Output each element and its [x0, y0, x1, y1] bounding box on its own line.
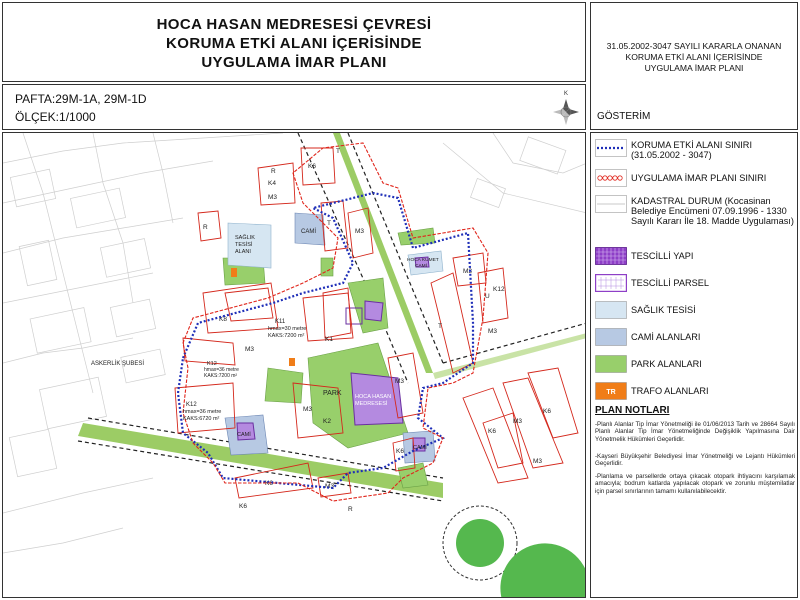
legend-label-protection: KORUMA ETKİ ALANI SINIRI (31.05.2002 - 3047)	[631, 140, 752, 160]
code-t-2: T	[438, 323, 442, 330]
code-r-2: R	[271, 168, 276, 175]
protection-boundary-icon	[595, 139, 627, 157]
legend-panel	[590, 132, 798, 598]
registered-parcel-icon	[595, 274, 627, 292]
north-label: K	[563, 91, 569, 97]
madrasa-label-2: MEDRESESİ	[355, 401, 388, 407]
legend-label-registered-parcel: TESCİLLİ PARSEL	[631, 278, 709, 288]
k12b-label-2: hmax=36 metre	[204, 367, 239, 373]
code-m3-2: M3	[245, 346, 255, 353]
health-label-1: SAĞLIK	[235, 235, 255, 241]
code-u: U	[485, 293, 490, 300]
hoca-mosque-label-1: HOCA KUMET	[407, 258, 439, 263]
k12-label-3: KAKS:6720 m²	[183, 416, 220, 422]
code-m3-4: M3	[325, 483, 335, 490]
code-k6-6: K6	[239, 503, 247, 510]
code-k1: K1	[325, 336, 333, 343]
code-k12-small: K12	[493, 286, 505, 293]
plan-note-2: -Kayseri Büyükşehir Belediyesi İmar Yönetmeliği ve Lejantı Hükümleri Geçerlidir.	[595, 453, 795, 468]
health-label-2: TESİSİ	[235, 242, 253, 248]
mosque-label-2: CAMİ	[237, 432, 251, 438]
k12b-label-1: K12	[207, 361, 217, 367]
transformer-area-icon	[595, 382, 627, 400]
k12-label-2: hmax=36 metre	[183, 409, 222, 415]
roundabout	[443, 506, 586, 598]
health-facility-icon	[595, 301, 627, 319]
madrasa-label-1: HOCA HASAN	[355, 394, 392, 400]
approval-line-2: KORUMA ETKİ ALANI İÇERİSİNDE	[625, 52, 763, 62]
k12-label-1: K12	[186, 402, 197, 408]
mosque-label-3: CAMİ	[413, 445, 427, 451]
north-arrow-icon	[551, 88, 581, 128]
k11-label-2: hmax=30 metre	[268, 326, 307, 332]
cadastral-icon	[595, 195, 627, 213]
legend-label-mosque: CAMİ ALANLARI	[631, 332, 701, 342]
k11-label-3: KAKS:7200 m²	[268, 333, 305, 339]
code-k6-3: K6	[488, 428, 496, 435]
code-r-1: R	[203, 224, 208, 231]
code-m3-1: M3	[268, 194, 278, 201]
plan-title-line-1: HOCA HASAN MEDRESESİ ÇEVRESİ	[156, 16, 432, 33]
k11-label-1: K11	[275, 319, 286, 325]
transformer-swatch-text: TR	[606, 389, 616, 396]
code-k6-4: K6	[543, 408, 551, 415]
legend-heading: GÖSTERİM	[597, 111, 651, 122]
plan-notes-title: PLAN NOTLARI	[595, 405, 670, 416]
map-canvas	[3, 133, 586, 598]
legend-label-cadastral: KADASTRAL DURUM (Kocasinan Belediye Encümeni 07.09.1996 - 1330 Sayılı Kararı İle 18. Madde Uygulaması)	[631, 196, 794, 226]
code-k6-1: K6	[308, 163, 316, 170]
plan-note-3: -Planlama ve parsellerde ortaya çıkacak otopark ihtiyacını karşılamak amacıyla; bodrum katlarda yapılacak otopark ve zorunlu müştemilatlar için parsel sınırlarının tamamı kullanılabilecektir.	[595, 473, 795, 495]
plan-note-1: -Planlı Alanlar Tip İmar Yönetmeliği ile 01/06/2013 Tarih ve 28664 Sayılı Planlı Alanlar Tip İmar Yönetmeliğinde Değişiklik Yapılmasına Dair Yönetmelik Hükümleri Geçerlidir.	[595, 421, 795, 443]
legend-label-transformer: TRAFO ALANLARI	[631, 386, 709, 396]
code-m3-8: M3	[513, 418, 523, 425]
legend-label-health: SAĞLIK TESİSİ	[631, 305, 696, 315]
code-k6-5: K6	[396, 448, 404, 455]
plan-map	[2, 132, 586, 598]
approval-panel	[590, 2, 798, 130]
sheet-number: PAFTA:29M-1A, 29M-1D	[15, 92, 147, 106]
code-t-1: T	[327, 220, 331, 227]
health-label-3: ALANI	[235, 249, 251, 255]
code-m3-10: M3	[395, 378, 405, 385]
code-m3-6: M3	[488, 328, 498, 335]
code-t-3: T	[336, 148, 340, 155]
approval-line-3: UYGULAMA İMAR PLANI	[644, 63, 744, 73]
code-k2: K2	[323, 418, 331, 425]
park-area-icon	[595, 355, 627, 373]
sheet-info-panel	[2, 84, 586, 130]
legend-label-registered-building: TESCİLLİ YAPI	[631, 251, 694, 261]
mosque-label-1: CAMİ	[301, 229, 316, 235]
hoca-mosque-label-2: CAMİ	[415, 264, 427, 269]
military-office-label: ASKERLİK ŞUBESİ	[91, 361, 145, 367]
plan-title-line-3: UYGULAMA İMAR PLANI	[201, 54, 387, 71]
plan-title-line-2: KORUMA ETKİ ALANI İÇERİSİNDE	[166, 35, 422, 52]
map-scale: ÖLÇEK:1/1000	[15, 110, 96, 124]
code-k6-2: K6	[265, 480, 273, 487]
legend-label-park: PARK ALANLARI	[631, 359, 702, 369]
code-m3-7: M3	[463, 268, 473, 275]
code-k4-1: K4	[268, 180, 276, 187]
approval-line-1: 31.05.2002-3047 SAYILI KARARLA ONANAN	[606, 41, 782, 51]
code-k8: K8	[219, 316, 227, 323]
code-m3-9: M3	[533, 458, 543, 465]
park-label: PARK	[323, 390, 342, 397]
title-panel	[2, 2, 586, 82]
code-m3-3: M3	[303, 406, 313, 413]
code-r-3: R	[348, 506, 353, 513]
plan-boundary-icon	[595, 169, 627, 187]
k12b-label-3: KAKS:7200 m²	[204, 373, 238, 379]
registered-building-icon	[595, 247, 627, 265]
road-green-strips	[78, 133, 586, 498]
mosque-area-icon	[595, 328, 627, 346]
code-m3-5: M3	[355, 228, 365, 235]
legend-label-plan: UYGULAMA İMAR PLANI SINIRI	[631, 173, 767, 183]
